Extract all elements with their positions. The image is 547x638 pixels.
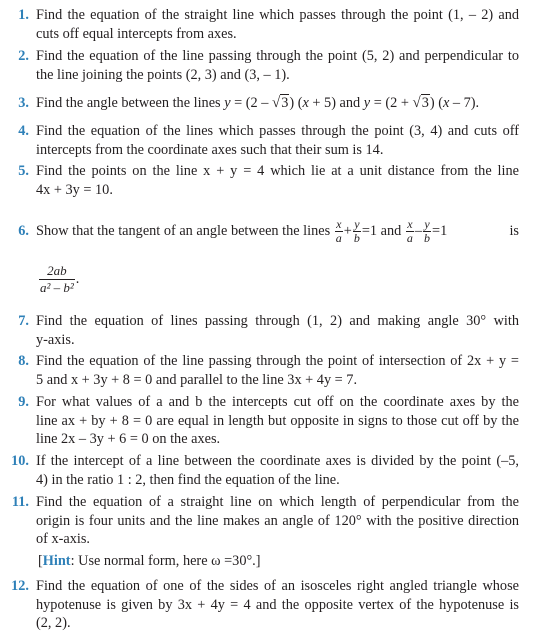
question-text-line: Find the equation of one of the sides of an isosceles right angled triangle whose — [36, 578, 519, 594]
square-root: √3 — [271, 95, 289, 111]
question-text-line: If the intercept of a line between the coordinate axes is divided by the point (–5, — [36, 453, 519, 469]
question-number: 12. — [11, 578, 29, 594]
question-text-line: Find the equation of a straight line on which length of perpendicular from the — [36, 494, 519, 510]
question-text-line: 4x + 3y = 10. — [36, 181, 113, 198]
question-text-line: the line joining the points (2, 3) and (3, – 1). — [36, 66, 290, 83]
question-number: 2. — [18, 48, 29, 64]
question-number: 8. — [18, 353, 29, 369]
question-text-line: (2, 2). — [36, 615, 71, 631]
question-text-line: For what values of a and b the intercepts cut off on the coordinate axes by the — [36, 394, 519, 410]
question-number: 5. — [18, 163, 29, 179]
question-text: Show that the tangent of an angle between the lines — [36, 222, 331, 239]
question-text-line: line ax + by + 8 = 0 are equal in length but opposite in signs to those cut off by the — [36, 412, 519, 429]
hint-label: Hint — [42, 553, 71, 569]
question-text-line: Find the equation of the lines which passes through the point (3, 4) and cuts off — [36, 123, 519, 139]
question-number: 9. — [18, 394, 29, 410]
question-text-line: Find the equation of the straight line which passes through the point (1, – 2) and — [36, 7, 519, 23]
result-fraction: $\frac{2ab}{\text{a² – b²}}$ . — [40, 263, 80, 295]
question-number: 1. — [18, 7, 29, 23]
question-number: 10. — [11, 453, 29, 469]
hint-text: : Use normal form, here ω =30°.] — [70, 553, 261, 569]
fraction: $\frac{x}{a}$ — [335, 216, 342, 245]
question-text-line: 5 and x + 3y + 8 = 0 and parallel to the line 3x + 4y = 7. — [36, 371, 358, 388]
fraction: $\frac{y}{b}$ — [424, 216, 431, 245]
question-number: 3. — [18, 95, 29, 111]
question-text-line: 4) in the ratio 1 : 2, then find the equation of the line. — [36, 471, 340, 488]
fraction: $\frac{y}{b}$ — [353, 216, 360, 245]
hint: [Hint: Use normal form, here ω =30°.] — [38, 553, 261, 569]
question-text-line: Find the equation of the line passing through the point of intersection of 2x + y = — [36, 353, 519, 369]
question-text-line: hypotenuse is given by 3x + 4y = 4 and the opposite vertex of the hypotenuse is — [36, 596, 519, 613]
fraction: $\frac{x}{a}$ — [406, 216, 413, 245]
question-text-line: intercepts from the coordinate axes such that their sum is 14. — [36, 141, 384, 158]
square-root: √3 — [412, 95, 429, 111]
question-text-line: origin is four units and the line makes an angle of 120° with the positive direction — [36, 512, 519, 529]
question-text-line: Find the angle between the lines y = (2 – √3) (x + 5) and y = (2 + √3) (x – 7). — [36, 95, 480, 111]
question-text-line: cuts off equal intercepts from axes. — [36, 25, 237, 42]
question-text-line: of x-axis. — [36, 531, 90, 547]
question-text-line: line 2x – 3y + 6 = 0 on the axes. — [36, 431, 221, 447]
question-text-line: Find the equation of the line passing through the point (5, 2) and perpendicular to — [36, 48, 519, 64]
question-text-line: y-axis. — [36, 331, 75, 348]
question-number: 7. — [18, 313, 29, 329]
question-text-line: Find the points on the line x + y = 4 which lie at a unit distance from the line — [36, 163, 519, 179]
question-number: 4. — [18, 123, 29, 139]
question-text-line: Find the equation of lines passing through (1, 2) and making angle 30° with — [36, 313, 519, 329]
question-number: 11. — [11, 494, 29, 510]
question-number: 6. — [18, 223, 29, 239]
